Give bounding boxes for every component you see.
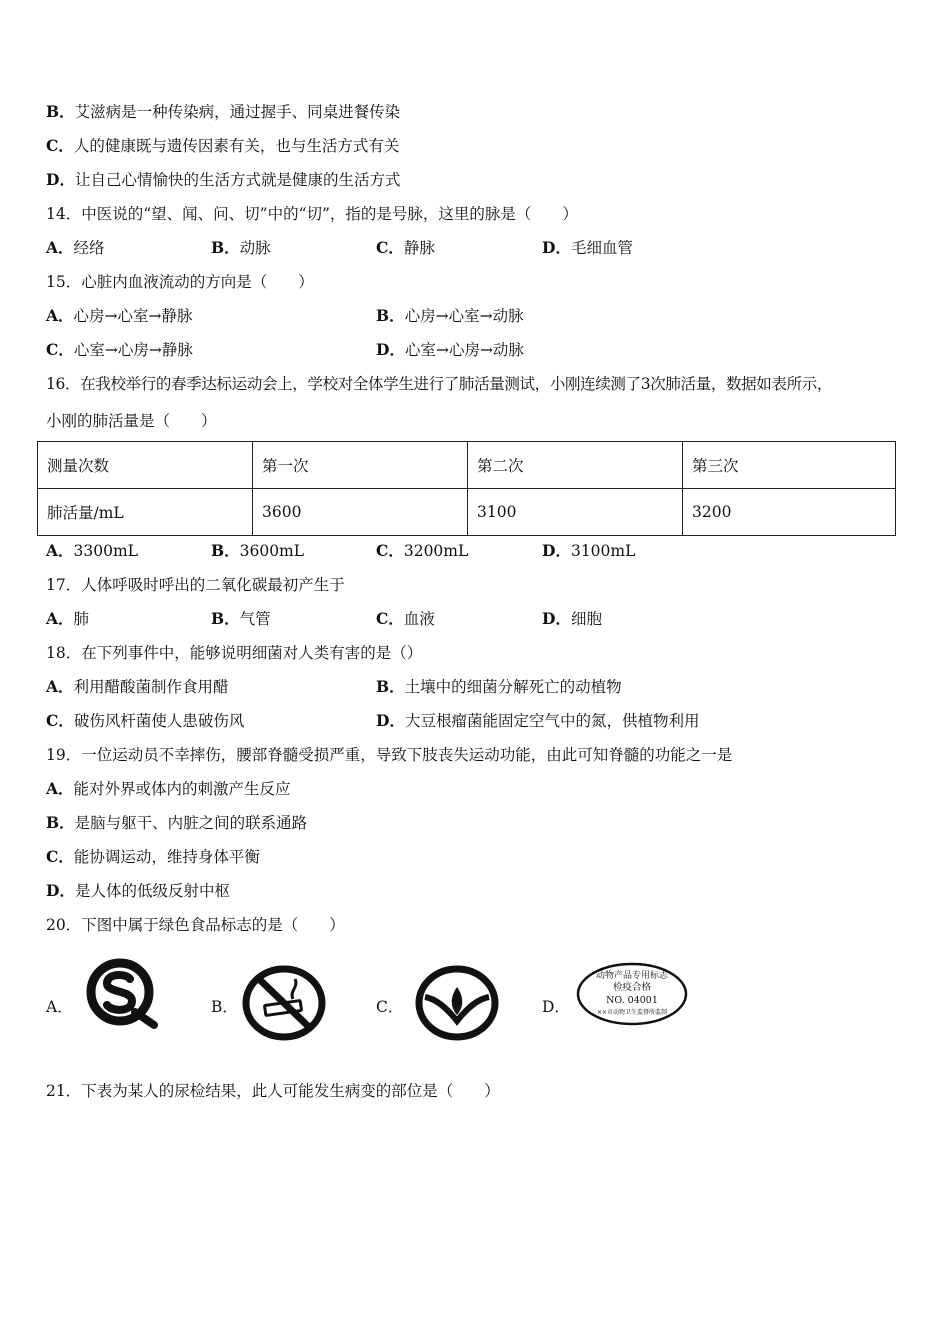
- q14-option-a: A．经络: [46, 238, 105, 257]
- qs-mark-logo-icon: [82, 957, 162, 1031]
- stamp-bottom-text: ××市动物卫生监督所监制: [596, 1009, 668, 1016]
- q16-stem-line2: 小刚的肺活量是（ ）: [46, 412, 217, 430]
- table-row: [38, 489, 896, 536]
- q13-option-b: B．艾滋病是一种传染病，通过握手、同桌进餐传染: [46, 102, 401, 121]
- q15-option-a: A．心房→心室→静脉: [46, 306, 193, 325]
- q20-option-d-label: D．: [542, 998, 570, 1016]
- stamp-top-text: 动物产品专用标志: [595, 971, 669, 981]
- q15-option-c: C．心室→心房→静脉: [46, 340, 193, 359]
- q18-option-a: A．利用醋酸菌制作食用醋: [46, 677, 229, 696]
- quarantine-stamp-logo-icon: [575, 961, 689, 1027]
- q17-option-d: D．细胞: [542, 609, 602, 628]
- q17-option-a: A．肺: [46, 609, 90, 628]
- q18-option-c: C．破伤风杆菌使人患破伤风: [46, 711, 245, 730]
- table-cell: 第二次: [468, 442, 683, 489]
- q14-options: [46, 238, 906, 258]
- table-cell: 肺活量/mL: [38, 489, 253, 536]
- q14-option-b: B．动脉: [211, 238, 271, 257]
- q20-option-a-label: A．: [46, 998, 73, 1016]
- q13-option-d: D．让自己心情愉快的生活方式就是健康的生活方式: [46, 170, 401, 189]
- q18-options-row2: [46, 711, 906, 731]
- q18-option-d: D．大豆根瘤菌能固定空气中的氮，供植物利用: [376, 711, 700, 730]
- q16-option-d: D．3100mL: [542, 541, 636, 560]
- q19-option-a: A．能对外界或体内的刺激产生反应: [46, 779, 291, 798]
- q14-option-d: D．毛细血管: [542, 238, 633, 257]
- q16-options: [46, 541, 906, 561]
- q17-stem: 17．人体呼吸时呼出的二氧化碳最初产生于: [46, 576, 345, 594]
- q15-option-b: B．心房→心室→动脉: [376, 306, 524, 325]
- lung-capacity-table: [37, 441, 896, 536]
- stamp-mid-text: 检疫合格: [612, 982, 652, 993]
- q19-stem: 19．一位运动员不幸摔伤，腰部脊髓受损严重，导致下肢丧失运动功能，由此可知脊髓的功能之一是: [46, 746, 733, 764]
- q15-options-row2: [46, 340, 906, 360]
- q16-option-a: A．3300mL: [46, 541, 138, 560]
- q19-option-d: D．是人体的低级反射中枢: [46, 881, 230, 900]
- no-smoking-logo-icon: [241, 965, 327, 1041]
- q19-option-c: C．能协调运动，维持身体平衡: [46, 847, 260, 866]
- q16-option-b: B．3600mL: [211, 541, 305, 560]
- q16-option-c: C．3200mL: [376, 541, 469, 560]
- q14-option-c: C．静脉: [376, 238, 435, 257]
- q19-option-b: B．是脑与躯干、内脏之间的联系通路: [46, 813, 308, 832]
- q16-stem-line1: 16．在我校举行的春季达标运动会上，学校对全体学生进行了肺活量测试，小刚连续测了3次肺活量，数据如表所示，: [46, 375, 833, 393]
- q14-stem: 14．中医说的“望、闻、问、切”中的“切”，指的是号脉，这里的脉是（ ）: [46, 205, 578, 223]
- table-cell: 测量次数: [38, 442, 253, 489]
- table-cell: 3200: [683, 489, 896, 536]
- q20-option-b-label: B．: [211, 998, 238, 1016]
- q18-option-b: B．土壤中的细菌分解死亡的动植物: [376, 677, 622, 696]
- q18-options-row1: [46, 677, 906, 697]
- table-header-row: [38, 442, 896, 489]
- table-cell: 第三次: [683, 442, 896, 489]
- table-cell: 3600: [253, 489, 468, 536]
- q15-option-d: D．心室→心房→动脉: [376, 340, 524, 359]
- stamp-number-text: NO. 04001: [606, 995, 658, 1006]
- q20-option-c-label: C．: [376, 998, 404, 1016]
- table-cell: 3100: [468, 489, 683, 536]
- q18-stem: 18．在下列事件中，能够说明细菌对人类有害的是（）: [46, 644, 423, 662]
- q15-stem: 15．心脏内血液流动的方向是（ ）: [46, 273, 314, 291]
- q13-option-c: C．人的健康既与遗传因素有关，也与生活方式有关: [46, 136, 400, 155]
- q21-stem: 21．下表为某人的尿检结果，此人可能发生病变的部位是（ ）: [46, 1082, 500, 1100]
- table-cell: 第一次: [253, 442, 468, 489]
- q17-option-b: B．气管: [211, 609, 271, 628]
- q17-options: [46, 609, 906, 629]
- q20-stem: 20．下图中属于绿色食品标志的是（ ）: [46, 916, 345, 934]
- q17-option-c: C．血液: [376, 609, 435, 628]
- green-food-logo-icon: [414, 965, 500, 1041]
- q15-options-row1: [46, 306, 906, 326]
